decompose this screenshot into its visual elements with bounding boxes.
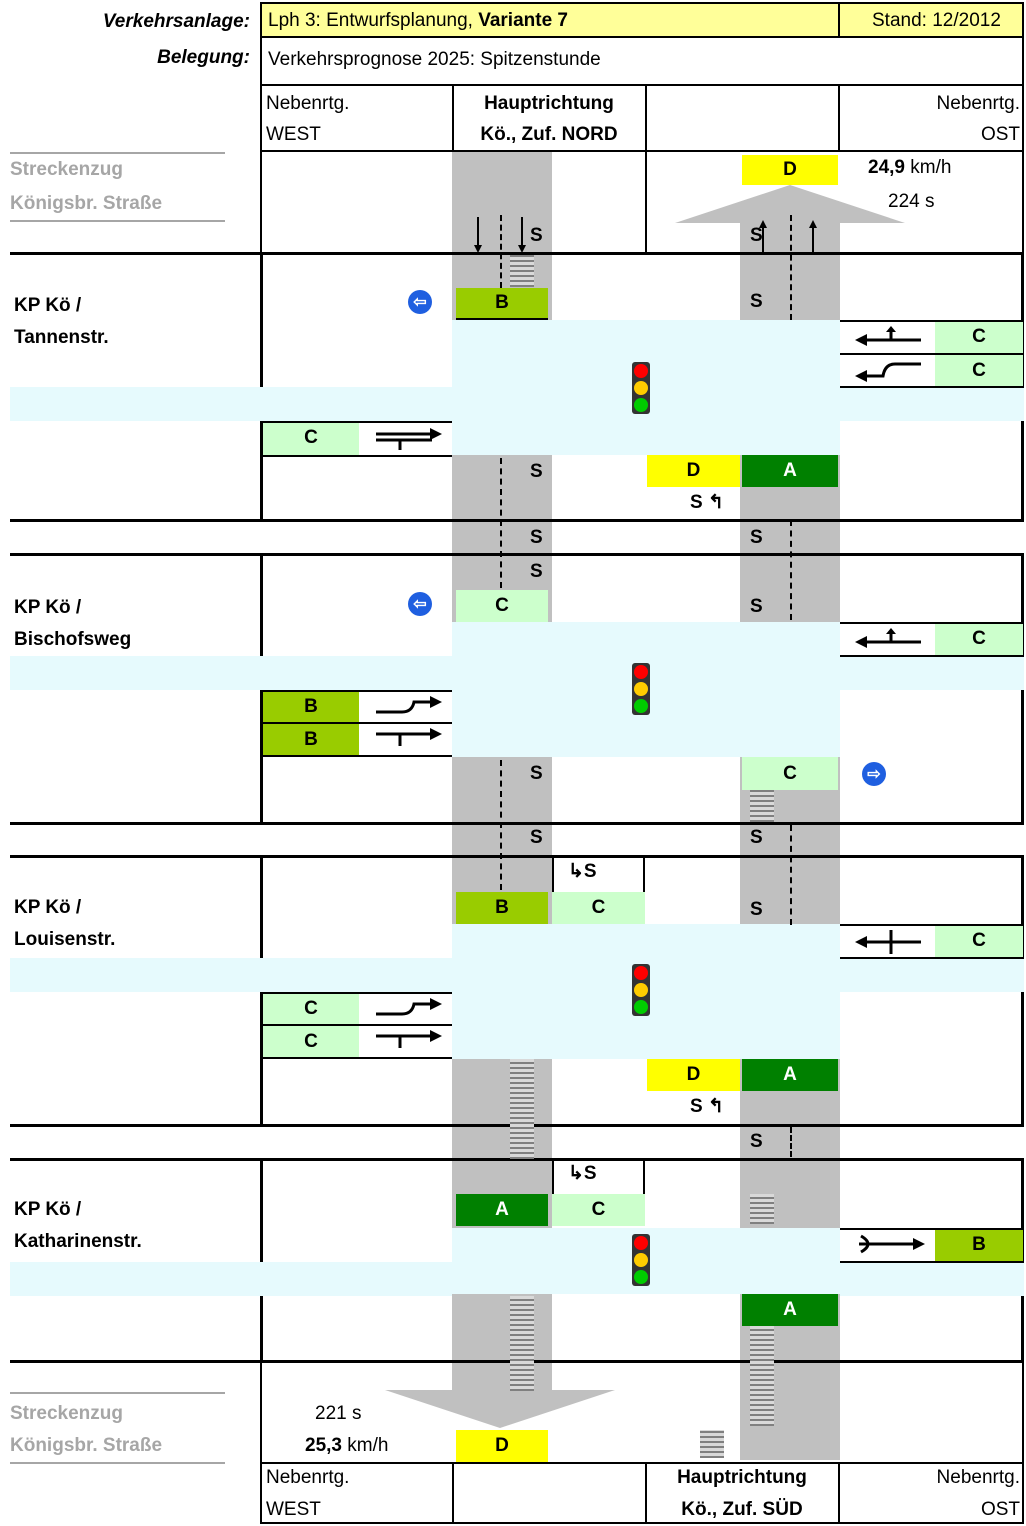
dir-top-west-1: Nebenrtg. xyxy=(266,93,350,114)
segment-top-label-1: Streckenzug xyxy=(10,159,123,180)
lane-arrow-icon xyxy=(855,326,925,348)
node-tannenstr-west-los: C xyxy=(263,421,359,455)
lane-divider-north xyxy=(790,520,792,620)
lane-arrow-icon xyxy=(855,928,925,956)
lane-mark-s: S xyxy=(750,827,763,848)
node-katharinenstr-right-turn-mark: ↳S xyxy=(568,1163,597,1184)
lane-mark-s: S xyxy=(530,225,543,246)
node-louisenstr-west-los-1: C xyxy=(263,992,359,1025)
lane-mark-s: S xyxy=(750,596,763,617)
node-tannenstr-south-main-los: A xyxy=(742,455,838,487)
lane-arrow-icon xyxy=(372,728,442,750)
node-tannenstr-name-1: KP Kö / xyxy=(14,295,82,316)
tram-track-icon xyxy=(750,1194,774,1224)
lane-divider-north xyxy=(790,1127,792,1157)
lane-mark-s: S xyxy=(530,561,543,582)
dir-top-west-2: WEST xyxy=(266,124,321,145)
lane-divider-south xyxy=(500,760,502,890)
node-louisenstr-south-main-los: A xyxy=(742,1059,838,1091)
dir-bottom-west-2: WEST xyxy=(266,1499,321,1520)
node-katharinenstr-band-east xyxy=(840,1262,1024,1296)
segment-top-speed: 24,9 km/h xyxy=(868,157,952,178)
lane-mark-s: S xyxy=(530,763,543,784)
node-bischofsweg-name-2: Bischofsweg xyxy=(14,629,132,650)
node-katharinenstr-name-1: KP Kö / xyxy=(14,1199,82,1220)
node-bischofsweg-west-los-1: B xyxy=(263,690,359,723)
label-belegung: Belegung: xyxy=(157,47,250,68)
traffic-light-icon xyxy=(632,362,650,414)
lane-mark-s: S xyxy=(750,1131,763,1152)
dir-bottom-east-1: Nebenrtg. xyxy=(936,1467,1020,1488)
node-tannenstr-east-los-1: C xyxy=(935,320,1023,354)
node-bischofsweg-band-west xyxy=(10,656,452,690)
node-bischofsweg-band-east xyxy=(840,656,1024,690)
segment-bottom-label-1: Streckenzug xyxy=(10,1403,123,1424)
belegung-text: Verkehrsprognose 2025: Spitzenstunde xyxy=(268,49,601,70)
node-louisenstr-band-west xyxy=(10,958,452,992)
blue-direction-sign-icon: ⇨ xyxy=(862,762,886,786)
node-katharinenstr-south-los: A xyxy=(742,1294,838,1326)
lane-arrow-icon xyxy=(372,998,442,1020)
node-katharinenstr-north-los: A xyxy=(456,1194,548,1226)
segment-bottom-label-2: Königsbr. Straße xyxy=(10,1435,163,1456)
lane-arrow-icon xyxy=(855,360,925,382)
node-bischofsweg-west-los-2: B xyxy=(263,723,359,756)
node-louisenstr-north-right-los: C xyxy=(552,892,645,924)
blue-direction-sign-icon: ⇦ xyxy=(408,290,432,314)
dir-top-main-2: Kö., Zuf. NORD xyxy=(480,124,618,145)
lane-mark-s: S xyxy=(750,899,763,920)
node-louisenstr-name-1: KP Kö / xyxy=(14,897,82,918)
dir-bottom-west-1: Nebenrtg. xyxy=(266,1467,350,1488)
node-louisenstr-band-east xyxy=(840,958,1024,992)
lane-mark-s: S xyxy=(750,291,763,312)
lane-mark-s: S xyxy=(530,461,543,482)
node-tannenstr-band-west xyxy=(10,387,452,421)
segment-bottom-time: 221 s xyxy=(315,1403,362,1424)
dir-top-main-1: Hauptrichtung xyxy=(484,93,614,114)
traffic-light-icon xyxy=(632,1234,650,1286)
node-katharinenstr-east-los: B xyxy=(935,1228,1023,1262)
lane-arrow-icon xyxy=(372,1030,442,1052)
traffic-light-icon xyxy=(632,964,650,1016)
node-tannenstr-east-los-2: C xyxy=(935,354,1023,387)
lane-arrow-icon xyxy=(372,424,442,452)
node-tannenstr-band-east xyxy=(840,387,1024,421)
plan-stand: Stand: 12/2012 xyxy=(872,10,1001,31)
node-tannenstr-north-los: B xyxy=(456,288,548,320)
plan-title: Lph 3: Entwurfsplanung, Variante 7 xyxy=(268,10,568,31)
lane-arrow-icon xyxy=(855,1232,925,1258)
segment-top-time: 224 s xyxy=(888,191,935,212)
node-louisenstr-name-2: Louisenstr. xyxy=(14,929,116,950)
node-louisenstr-south-left-los: D xyxy=(647,1059,740,1091)
tram-track-icon xyxy=(510,1059,534,1159)
node-bischofsweg-name-1: KP Kö / xyxy=(14,597,82,618)
tram-track-icon xyxy=(750,790,774,822)
dir-bottom-east-2: OST xyxy=(980,1499,1020,1520)
node-bischofsweg-north-los: C xyxy=(456,590,548,622)
node-tannenstr-left-turn-mark: S ↰ xyxy=(690,492,724,513)
blue-direction-sign-icon: ⇦ xyxy=(408,592,432,616)
dir-bottom-main-2: Kö., Zuf. SÜD xyxy=(681,1499,803,1520)
node-louisenstr-north-los: B xyxy=(456,892,548,924)
lane-divider-north xyxy=(790,825,792,925)
node-louisenstr-right-turn-mark: ↳S xyxy=(568,861,597,882)
node-tannenstr-name-2: Tannenstr. xyxy=(14,327,109,348)
lane-mark-s: S xyxy=(530,527,543,548)
node-katharinenstr-north-right-los: C xyxy=(552,1194,645,1226)
tram-track-icon xyxy=(510,255,534,287)
node-tannenstr-south-left-los: D xyxy=(647,455,740,487)
segment-bottom-los: D xyxy=(456,1430,548,1462)
node-louisenstr-west-los-2: C xyxy=(263,1025,359,1058)
lane-mark-s: S xyxy=(750,527,763,548)
node-louisenstr-left-turn-mark: S ↰ xyxy=(690,1096,724,1117)
node-bischofsweg-east-los: C xyxy=(935,622,1023,656)
traffic-light-icon xyxy=(632,663,650,715)
stand-divider xyxy=(838,2,840,38)
dir-top-east-1: Nebenrtg. xyxy=(936,93,1020,114)
node-bischofsweg-south-los: C xyxy=(742,757,838,790)
dir-top-east-2: OST xyxy=(980,124,1020,145)
lane-divider-south xyxy=(500,458,502,588)
lane-mark-s: S xyxy=(530,827,543,848)
node-katharinenstr-band-west xyxy=(10,1262,452,1296)
segment-top-los: D xyxy=(742,155,838,185)
node-louisenstr-east-los: C xyxy=(935,924,1023,958)
node-katharinenstr-name-2: Katharinenstr. xyxy=(14,1231,142,1252)
label-verkehrsanlage: Verkehrsanlage: xyxy=(102,11,250,32)
lane-mark-s: S xyxy=(750,225,763,246)
segment-bottom-speed: 25,3 km/h xyxy=(305,1435,389,1456)
segment-top-label-2: Königsbr. Straße xyxy=(10,193,163,214)
lane-arrow-icon xyxy=(372,696,442,718)
lane-arrow-icon xyxy=(855,628,925,650)
dir-bottom-main-1: Hauptrichtung xyxy=(677,1467,807,1488)
